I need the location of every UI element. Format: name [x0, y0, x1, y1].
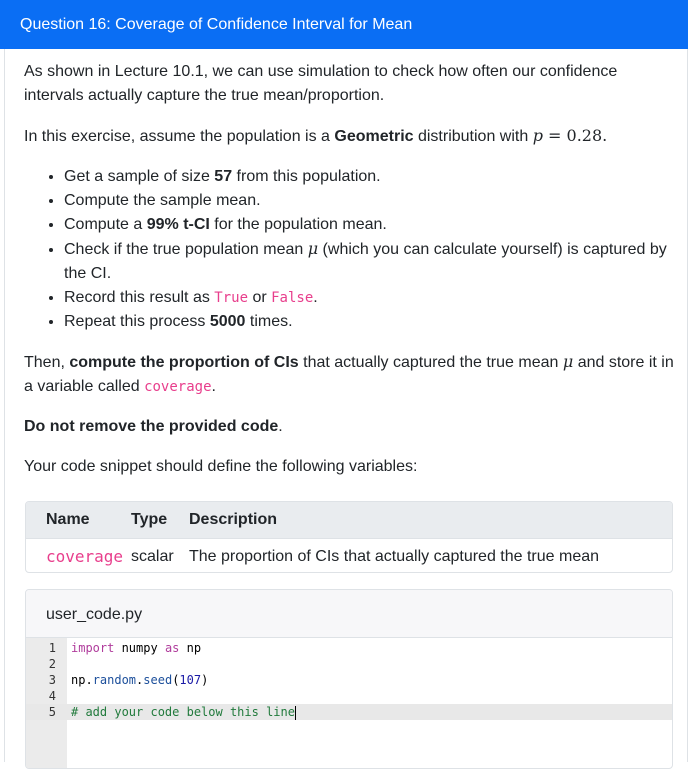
list-item: • Check if the true population mean μ (which you can calculate yourself) is captured by the CI.	[64, 237, 674, 286]
line-number: 4	[48, 689, 56, 703]
math-eq: = 0.28.	[542, 126, 608, 145]
var-name: coverage	[46, 547, 124, 566]
text-cursor	[295, 706, 296, 720]
code-line[interactable]	[26, 656, 672, 672]
list-item: • Record this result as True or False.	[64, 286, 674, 310]
header-type: Type	[131, 511, 168, 528]
code-line[interactable]: 3 np.random.seed(107)	[26, 672, 672, 688]
line-number: 2	[48, 657, 56, 671]
vars-intro: Your code snippet should define the following variables:	[24, 458, 418, 475]
list-item: • Repeat this process 5000 times.	[64, 310, 674, 334]
header-name: Name	[46, 511, 90, 528]
code-line[interactable]	[26, 688, 672, 704]
list-item: • Get a sample of size 57 from this population.	[64, 165, 674, 189]
math-p: p	[532, 126, 543, 145]
table-header-row	[26, 502, 672, 539]
code-line-active[interactable]: 5 # add your code below this line	[26, 704, 672, 720]
then-paragraph: Then, compute the proportion of CIs that actually captured the true mean μ and store it in a variable called coverage.	[24, 352, 674, 395]
variables-table	[25, 501, 673, 573]
steps-list	[24, 165, 674, 334]
list-item: • Compute the sample mean.	[64, 189, 674, 213]
question-title: Question 16: Coverage of Confidence Interval for Mean	[20, 16, 413, 33]
line-number: 1	[48, 641, 56, 655]
list-item: • Compute a 99% t-CI for the population mean.	[64, 213, 674, 237]
question-body	[24, 60, 674, 495]
var-type: scalar	[131, 548, 174, 565]
note-paragraph: Do not remove the provided code.	[24, 418, 283, 435]
header-description: Description	[189, 511, 278, 528]
editor-filename: user_code.py	[26, 590, 672, 638]
line-number: 5	[48, 705, 56, 719]
code-line[interactable]: 1 import numpy as np	[26, 640, 672, 656]
var-description: The proportion of CIs that actually captured the true mean	[189, 548, 600, 565]
code-editor[interactable]	[25, 589, 673, 769]
intro-paragraph: As shown in Lecture 10.1, we can use simulation to check how often our confidence intervals actually capture the true mean/proportion.	[24, 63, 618, 104]
line-number: 3	[48, 673, 56, 687]
question-header	[0, 0, 688, 49]
distribution-paragraph: In this exercise, assume the population is a Geometric distribution with p = 0.28.	[24, 126, 608, 145]
table-row	[26, 539, 672, 573]
